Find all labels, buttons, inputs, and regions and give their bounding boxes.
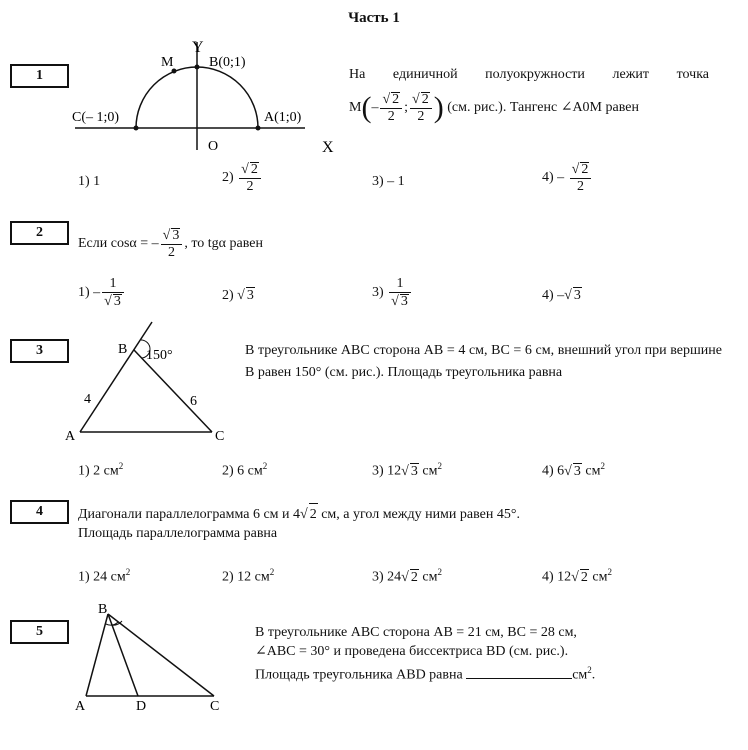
q1-answer-3: 3) – 1 bbox=[372, 174, 405, 189]
q2-text: Если cosα = – $\frac{√ 3}{2}$ , то tgα равен bbox=[78, 227, 263, 260]
fraction-sqrt2-over-2: $\frac{√ 2}{2}$ bbox=[410, 92, 432, 124]
side-bc bbox=[108, 614, 214, 696]
q1-answer-2: 2) $\frac{√ 2}{2}$ bbox=[222, 162, 263, 194]
question-number-1: 1 bbox=[10, 64, 69, 88]
q2-answer-1: 1) – $\frac{1}{√ 3}$ bbox=[78, 277, 126, 309]
answer-blank[interactable] bbox=[466, 666, 572, 679]
b-label: B(0;1) bbox=[209, 55, 246, 70]
q1-text-line1: На единичной полуокружности лежит точка bbox=[349, 67, 709, 82]
q3-answer-1: 1) 2 $см^2$ bbox=[78, 461, 124, 479]
q2-answer-2: 2) √ 3 bbox=[222, 288, 254, 303]
point-a bbox=[256, 126, 261, 131]
m-label: M bbox=[161, 55, 174, 70]
a-label: A(1;0) bbox=[264, 110, 302, 125]
vertex-b-label: B bbox=[118, 342, 128, 357]
vertex-c-label: C bbox=[215, 429, 225, 444]
q3-text: В треугольнике ABC сторона AB = 4 см, BC = 6 см, внешний угол при вершине B равен 150° (см. рис.). Площадь треугольника равна bbox=[245, 343, 722, 380]
extended-side-ab bbox=[80, 322, 152, 432]
x-axis-label: X bbox=[322, 139, 334, 154]
q4-answer-2: 2) 12 $см^2$ bbox=[222, 567, 275, 585]
triangle-abc-figure bbox=[60, 318, 240, 448]
q3-answer-3: 3) 12√ 3 $см^2$ bbox=[372, 461, 442, 479]
q2-answer-3: 3) $\frac{1}{√ 3}$ bbox=[372, 277, 413, 309]
q1-text-tail: (см. рис.). Тангенс ∠A0M равен bbox=[447, 100, 639, 116]
vertex-a-label: A bbox=[75, 699, 86, 714]
q1-text-line2: M(– $\frac{√ 2}{2}$ ; $\frac{√ 2}{2}$ ) (см. рис.). Тангенс ∠A0M равен bbox=[349, 91, 639, 124]
question-number-2: 2 bbox=[10, 221, 69, 245]
fraction-sqrt2-over-2: $\frac{√ 2}{2}$ bbox=[380, 92, 402, 124]
triangle-bisector-figure bbox=[60, 598, 240, 718]
q5-line3: Площадь треугольника ABD равна $см^2$. bbox=[255, 665, 596, 683]
q4-answer-4: 4) 12√ 2 $см^2$ bbox=[542, 567, 612, 585]
q2-answer-4: 4) –√ 3 bbox=[542, 288, 581, 303]
side-ab bbox=[86, 614, 108, 696]
q5-text bbox=[255, 623, 595, 685]
side-ab-length: 4 bbox=[84, 392, 91, 407]
c-label: C(– 1;0) bbox=[72, 110, 120, 125]
q5-line2: ∠ABC = 30° и проведена биссектриса BD (см. рис.). bbox=[255, 644, 569, 659]
vertex-a-label: A bbox=[65, 429, 76, 444]
vertex-b-label: B bbox=[98, 602, 108, 617]
q5-line1: В треугольнике ABC сторона AB = 21 см, BC = 28 см, bbox=[255, 625, 577, 640]
point-c bbox=[134, 126, 139, 131]
q4-text-line1: Диагонали параллелограмма 6 см и 4√ 2 см, а угол между ними равен 45°. bbox=[78, 503, 520, 526]
page-title: Часть 1 bbox=[348, 10, 400, 26]
point-d-label: D bbox=[136, 699, 147, 714]
y-axis-label: Y bbox=[192, 39, 204, 56]
vertex-c-label: C bbox=[210, 699, 220, 714]
q1-answer-1: 1) 1 bbox=[78, 174, 101, 189]
q4-answer-3: 3) 24√ 2 $см^2$ bbox=[372, 567, 442, 585]
point-b bbox=[195, 65, 200, 70]
question-number-3: 3 bbox=[10, 339, 69, 363]
q3-answer-2: 2) 6 $см^2$ bbox=[222, 461, 268, 479]
q3-answer-4: 4) 6√ 3 $см^2$ bbox=[542, 461, 605, 479]
question-number-5: 5 bbox=[10, 620, 69, 644]
q4-text-line2: Площадь параллелограмма равна bbox=[78, 526, 278, 541]
unit-semicircle-figure bbox=[60, 34, 350, 154]
angle-label: 150° bbox=[146, 348, 173, 363]
q1-answer-4: 4) – $\frac{√ 2}{2}$ bbox=[542, 162, 593, 194]
question-number-4: 4 bbox=[10, 500, 69, 524]
side-bc-length: 6 bbox=[190, 394, 197, 409]
origin-label: O bbox=[208, 139, 219, 154]
m-point-label: M bbox=[349, 100, 362, 116]
q4-answer-1: 1) 24 $см^2$ bbox=[78, 567, 131, 585]
